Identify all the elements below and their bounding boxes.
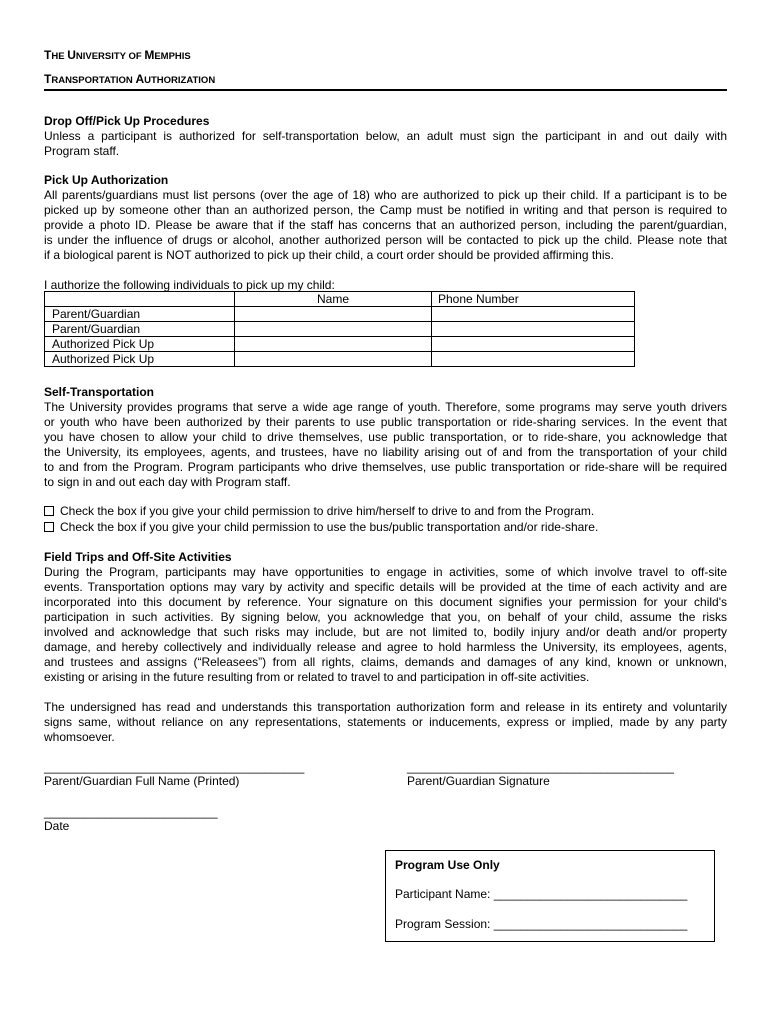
pickup-section <box>44 173 727 263</box>
table-row <box>45 307 635 322</box>
date-label: Date <box>44 819 70 833</box>
row-label: Parent/Guardian <box>45 307 235 322</box>
pickup-line: All parents/guardians must list persons (over the age of 18) who are authorized to pick up their child. If a participant is to be <box>44 188 727 202</box>
dropoff-section <box>44 114 727 159</box>
phone-field[interactable] <box>432 322 635 337</box>
name-field[interactable] <box>235 322 432 337</box>
undersigned-section <box>44 700 727 745</box>
dropoff-heading: Drop Off/Pick Up Procedures <box>44 114 210 128</box>
undersigned-line: whomsoever. <box>44 730 115 744</box>
field-trips-heading: Field Trips and Off-Site Activities <box>44 550 232 564</box>
field-trips-line: existing or arising in the future resulting from or related to travel to and participation in off-site activities. <box>44 670 590 684</box>
authorize-statement: I authorize the following individuals to pick up my child: <box>44 278 335 292</box>
undersigned-line: The undersigned has read and understands this transportation authorization form and release in its entirety and voluntarily <box>44 700 727 714</box>
name-field[interactable] <box>235 337 432 352</box>
guardian-signature-line[interactable]: ________________________________________ <box>407 760 674 774</box>
phone-field[interactable] <box>432 337 635 352</box>
row-label: Parent/Guardian <box>45 322 235 337</box>
field-trips-line: incorporated into this document by reference. Your signature on this document signifies your permission for your child's <box>44 595 727 609</box>
printed-name-label: Parent/Guardian Full Name (Printed) <box>44 774 240 788</box>
participant-name-field[interactable]: Participant Name: _____________________________ <box>395 887 688 901</box>
field-trips-line: damage, and hereby collectively and individually release and agree to hold harmless the University, its employees, agents, <box>44 640 727 654</box>
phone-field[interactable] <box>432 352 635 367</box>
printed-name-signature-line[interactable]: _______________________________________ <box>44 760 305 774</box>
program-session-field[interactable]: Program Session: _____________________________ <box>395 917 688 931</box>
dropoff-line: Unless a participant is authorized for self-transportation below, an adult must sign the participant in and out daily with <box>44 129 727 143</box>
date-signature-line[interactable]: __________________________ <box>44 805 218 819</box>
field-trips-line: participation in such activities. By signing below, you acknowledge that you, on behalf of your child, assume the risks <box>44 610 727 624</box>
field-trips-section <box>44 550 727 685</box>
table-header-row <box>45 292 635 307</box>
self-transport-line: or youth who have been authorized by their parents to use public transportation or ride-sharing services. In the event that <box>44 415 727 429</box>
field-trips-line: involved and acknowledge that such risks may include, but are not limited to, bodily injury and/or death and/or property <box>44 625 727 639</box>
bus-permission-label: Check the box if you give your child permission to use the bus/public transportation and/or ride-share. <box>60 520 599 534</box>
self-transport-line: to and from the Program. Program participants who drive themselves, use public transportation or ride-share will be required <box>44 460 727 474</box>
pickup-line: is under the influence of drugs or alcohol, another authorized person will be contacted to pick up the child. Please note that <box>44 233 727 247</box>
name-field[interactable] <box>235 307 432 322</box>
pickup-heading: Pick Up Authorization <box>44 173 169 187</box>
field-trips-line: events. Transportation options may vary by activity and specific details will be provided at the time of each activity and are <box>44 580 727 594</box>
undersigned-line: signs same, without reliance on any representations, statements or inducements, express or implied, made by any party <box>44 715 727 729</box>
bus-permission-checkbox[interactable] <box>44 522 54 532</box>
table-header-blank <box>45 292 235 307</box>
table-row <box>45 352 635 367</box>
bus-permission-option <box>44 520 598 535</box>
table-header-phone: Phone Number <box>432 292 635 307</box>
table-row <box>45 337 635 352</box>
guardian-signature-label: Parent/Guardian Signature <box>407 774 550 788</box>
program-use-box <box>385 850 715 942</box>
drive-permission-checkbox[interactable] <box>44 506 54 516</box>
drive-permission-label: Check the box if you give your child permission to drive him/herself to drive to and from the Program. <box>60 504 595 518</box>
self-transport-line: to sign in and out each day with Program staff. <box>44 475 291 489</box>
phone-field[interactable] <box>432 307 635 322</box>
row-label: Authorized Pick Up <box>45 352 235 367</box>
pickup-line: provide a photo ID. Please be aware that if the staff has concerns that an authorized person, including the parent/guardian, <box>44 218 727 232</box>
field-trips-line: During the Program, participants may have opportunities to engage in activities, some of which involve travel to off-site <box>44 565 727 579</box>
dropoff-line: Program staff. <box>44 144 120 158</box>
pickup-table <box>44 291 635 367</box>
row-label: Authorized Pick Up <box>45 337 235 352</box>
self-transport-line: you have chosen to allow your child to drive themselves, use public transportation, or to ride-share, you acknowledge that <box>44 430 727 444</box>
form-title: TRANSPORTATION AUTHORIZATION <box>44 72 216 86</box>
program-use-title: Program Use Only <box>395 858 500 872</box>
drive-permission-option <box>44 504 594 519</box>
self-transport-section <box>44 385 727 490</box>
self-transport-line: the University, its employees, agents, and trustees, have no liability arising out of and from the transportation of your child <box>44 445 727 459</box>
university-header: THE UNIVERSITY OF MEMPHIS <box>44 48 191 62</box>
table-header-name: Name <box>235 292 432 307</box>
self-transport-line: The University provides programs that serve a wide age range of youth. Therefore, some programs may serve youth drivers <box>44 400 727 414</box>
pickup-line: if a biological parent is NOT authorized to pick up their child, a court order should be provided affirming this. <box>44 248 614 262</box>
table-row <box>45 322 635 337</box>
header-divider <box>44 89 727 91</box>
field-trips-line: and trustees and assigns (“Releasees”) from all rights, claims, demands and damages of any kind, known or unknown, <box>44 655 727 669</box>
self-transport-heading: Self-Transportation <box>44 385 155 399</box>
name-field[interactable] <box>235 352 432 367</box>
pickup-line: picked up by someone other than an authorized person, the Camp must be notified in writing and that person is required to <box>44 203 727 217</box>
